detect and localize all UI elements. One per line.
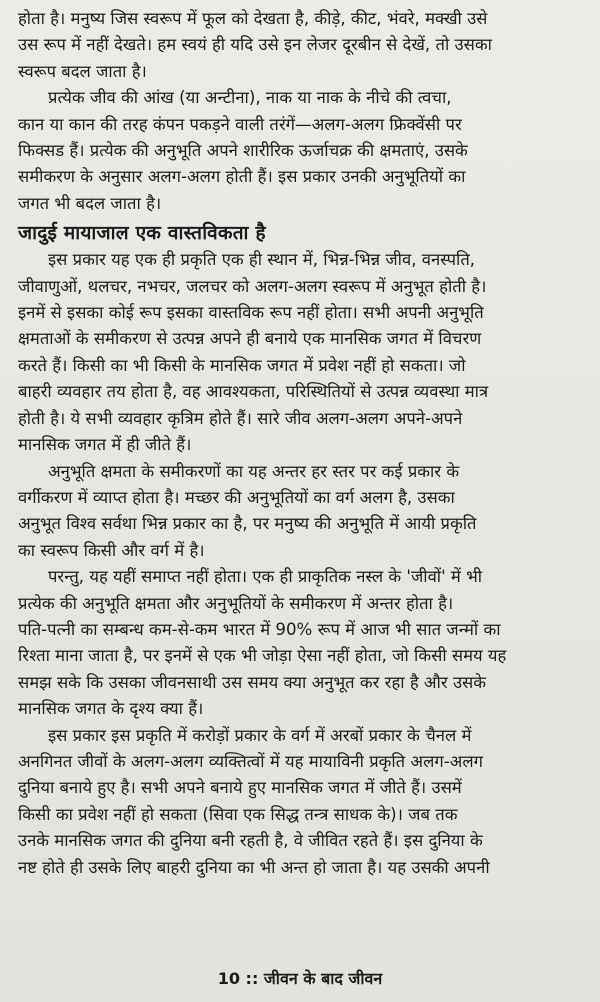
text-line: बाहरी व्यवहार तय होता है, वह आवश्यकता, परिस्थितियों से उत्पन्न व्यवस्था मात्र: [18, 382, 489, 402]
text-line: होती है। ये सभी व्यवहार कृत्रिम होते हैं। सारे जीव अलग-अलग अपने-अपने: [18, 408, 463, 428]
paragraph: [18, 247, 586, 458]
text-line: जगत भी बदल जाता है।: [18, 193, 162, 213]
text-line: पति-पत्नी का सम्बन्ध कम-से-कम भारत में 90% रूप में आज भी सात जन्मों का: [18, 619, 501, 639]
text-line: फिक्सड हैं। प्रत्येक की अनुभूति अपने शारीरिक ऊर्जाचक्र की क्षमताएं, उसके: [18, 141, 468, 161]
text-line: इस प्रकार यह एक ही प्रकृति एक ही स्थान में, भिन्न-भिन्न जीव, वनस्पति,: [48, 250, 476, 270]
text-line: का स्वरूप किसी और वर्ग में है।: [18, 540, 205, 560]
text-line: समीकरण के अनुसार अलग-अलग होती हैं। इस प्रकार उनकी अनुभूतियों का: [18, 167, 466, 187]
text-line: प्रत्येक की अनुभूति क्षमता और अनुभूतियों के समीकरण में अन्तर होता है।: [18, 593, 454, 613]
text-line: करते हैं। किसी का भी किसी के मानसिक जगत में प्रवेश नहीं हो सकता। जो: [18, 355, 466, 375]
text-line: प्रत्येक जीव की आंख (या अन्टीना), नाक या नाक के नीचे की त्वचा,: [48, 88, 452, 108]
text-line: दुनिया बनाये हुए है। सभी अपने बनाये हुए मानसिक जगत में जीते हैं। उसमें: [18, 778, 462, 798]
page-footer: 10 :: जीवन के बाद जीवन: [217, 969, 383, 988]
text-line: वर्गीकरण में व्याप्त होता है। मच्छर की अनुभूतियों का वर्ग अलग है, उसका: [18, 487, 455, 507]
text-line: अनुभूति क्षमता के समीकरणों का यह अन्तर हर स्तर पर कई प्रकार के: [48, 461, 460, 481]
paragraph: [18, 6, 586, 85]
text-line: किसी का प्रवेश नहीं हो सकता (सिवा एक सिद्ध तन्त्र साधक के)। जब तक: [18, 804, 458, 824]
paragraph: [18, 85, 586, 217]
text-line: अनगिनत जीवों के अलग-अलग व्यक्तित्वों में यह मायाविनी प्रकृति अलग-अलग: [18, 751, 483, 771]
body-text-top: [18, 6, 586, 217]
paragraph: [18, 459, 586, 565]
text-line: मानसिक जगत में ही जीते हैं।: [18, 435, 192, 455]
text-line: उस रूप में नहीं देखते। हम स्वयं ही यदि उसे इन लेजर दूरबीन से देखें, तो उसका: [18, 35, 492, 55]
text-line: होता है। मनुष्य जिस स्वरूप में फूल को देखता है, कीड़े, कीट, भंवरे, मक्खी उसे: [18, 9, 488, 28]
text-line: कान या कान की तरह कंपन पकड़ने वाली तरंगें—अलग-अलग फ्रिक्वेंसी पर: [18, 114, 462, 134]
text-line: नष्ट होते ही उसके लिए बाहरी दुनिया का भी अन्त हो जाता है। यह उसकी अपनी: [18, 857, 490, 877]
section-heading: जादुई मायाजाल एक वास्तविकता है: [18, 222, 266, 245]
text-line: स्वरूप बदल जाता है।: [18, 61, 147, 81]
paragraph: [18, 564, 586, 722]
text-line: अनुभूत विश्व सर्वथा भिन्न प्रकार का है, पर मनुष्य की अनुभूति में आयी प्रकृति: [18, 514, 477, 534]
text-line: क्षमताओं के समीकरण से उत्पन्न अपने ही बनाये एक मानसिक जगत में विचरण: [18, 329, 482, 349]
text-line: परन्तु, यह यहीं समाप्त नहीं होता। एक ही प्राकृतिक नस्ल के 'जीवों' में भी: [48, 567, 483, 587]
text-line: उनके मानसिक जगत की दुनिया बनी रहती है, वे जीवित रहते हैं। इस दुनिया के: [18, 831, 483, 851]
paragraph: [18, 723, 586, 881]
text-line: इनमें से इसका कोई रूप इसका वास्तविक रूप नहीं होता। सभी अपनी अनुभूति: [18, 303, 484, 323]
text-line: मानसिक जगत के दृश्य क्या हैं।: [18, 699, 204, 719]
body-text-bottom: [18, 247, 586, 881]
text-line: जीवाणुओं, थलचर, नभचर, जलचर को अलग-अलग स्वरूप में अनुभूत होती है।: [18, 276, 487, 296]
text-line: इस प्रकार इस प्रकृति में करोड़ों प्रकार के वर्ग में अरबों प्रकार के चैनल में: [48, 725, 472, 745]
text-line: रिश्ता माना जाता है, पर इनमें से एक भी जोड़ा ऐसा नहीं होता, जो किसी समय यह: [18, 646, 507, 666]
text-line: समझ सके कि उसका जीवनसाथी उस समय क्या अनुभूत कर रहा है और उसके: [18, 672, 487, 692]
